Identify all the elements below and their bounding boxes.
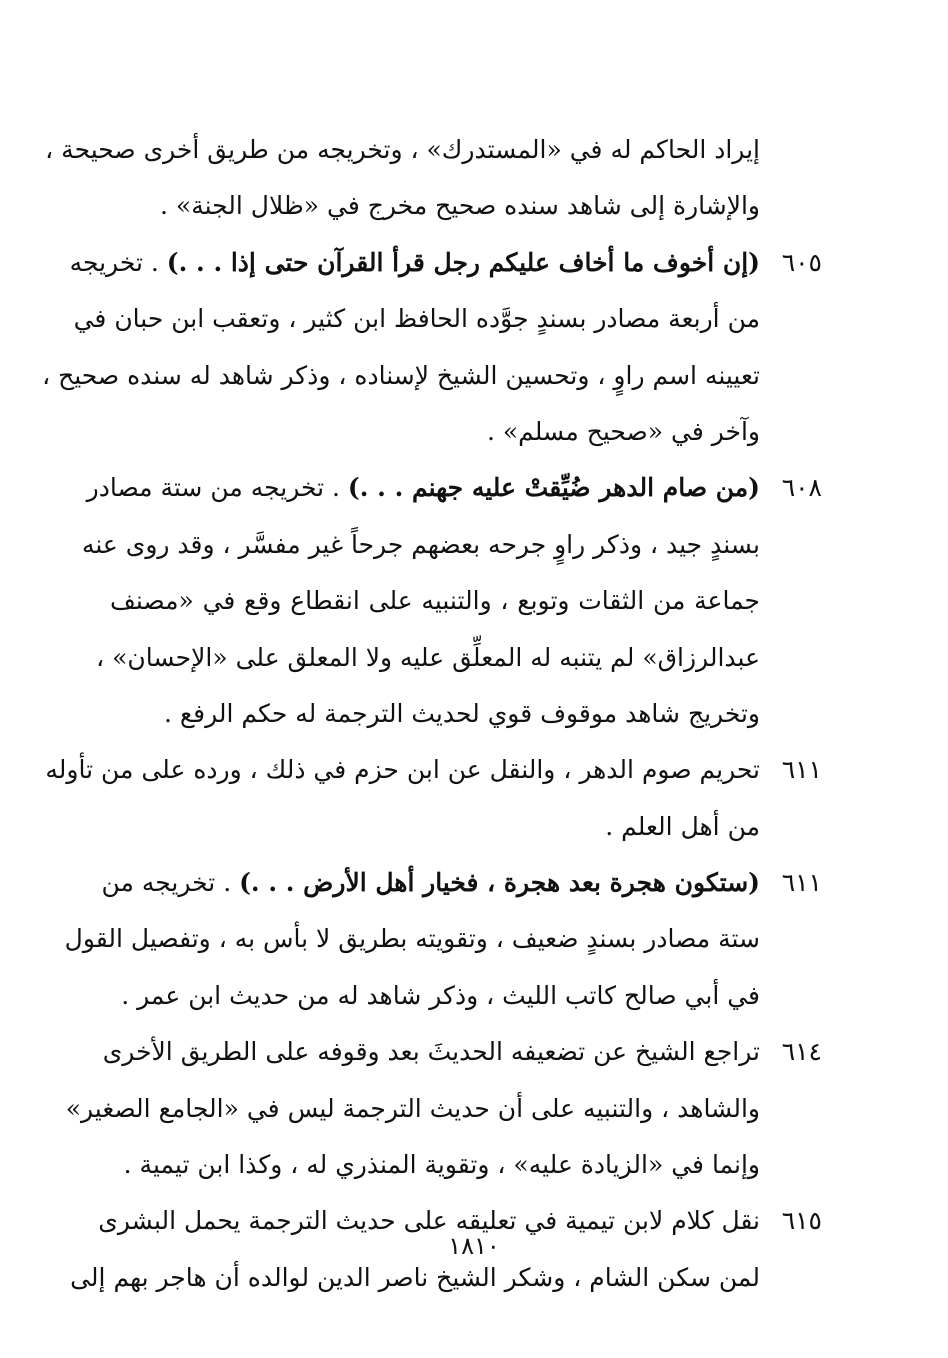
entry-number: ٦١١ xyxy=(781,868,822,898)
entry-number: ٦١٥ xyxy=(781,1206,822,1236)
entry-number: ٦٠٨ xyxy=(781,473,822,503)
text-line xyxy=(101,855,760,911)
text-line: في أبي صالح كاتب الليث ، وذكر شاهد له من حديث ابن عمر . xyxy=(121,980,760,1010)
text-line: نقل كلام لابن تيمية في تعليقه على حديث الترجمة يحمل البشرى xyxy=(98,1206,760,1236)
index-entry xyxy=(45,742,822,855)
hadith-title: (من صام الدهر ضُيِّقتْ عليه جهنم . . .) xyxy=(347,473,760,503)
intro-paragraph xyxy=(45,122,822,235)
text-line xyxy=(69,235,760,291)
page-number: ١٨١٠ xyxy=(448,1232,500,1260)
entry-body xyxy=(42,235,760,461)
text-run: . تخريجه من xyxy=(101,868,240,898)
index-entry xyxy=(81,460,822,742)
text-line xyxy=(86,460,760,516)
entry-body xyxy=(45,742,760,855)
index-entry xyxy=(42,235,822,461)
text-line: بسندٍ جيد ، وذكر راوٍ جرحه بعضهم جرحاً غير مفسَّر ، وقد روى عنه xyxy=(81,529,760,559)
text-line: جماعة من الثقات وتوبع ، والتنبيه على انقطاع وقع في «مصنف xyxy=(110,586,760,616)
text-line: تراجع الشيخ عن تضعيفه الحديثَ بعد وقوفه على الطريق الأخرى xyxy=(102,1037,760,1067)
text-line: تحريم صوم الدهر ، والنقل عن ابن حزم في ذلك ، ورده على من تأوله xyxy=(45,755,760,785)
text-line: والإشارة إلى شاهد سنده صحيح مخرج في «ظلال الجنة» . xyxy=(160,191,760,221)
page-text xyxy=(42,122,822,1306)
hadith-title: (إن أخوف ما أخاف عليكم رجل قرأ القرآن حتى إذا . . .) xyxy=(166,247,760,277)
text-run: . تخريجه xyxy=(69,247,167,277)
text-line: لمن سكن الشام ، وشكر الشيخ ناصر الدين لوالده أن هاجر بهم إلى xyxy=(70,1262,760,1292)
text-line: ستة مصادر بسندٍ ضعيف ، وتقويته بطريق لا بأس به ، وتفصيل القول xyxy=(64,924,760,954)
hadith-title: (ستكون هجرة بعد هجرة ، فخيار أهل الأرض . . .) xyxy=(239,868,760,898)
text-line: من أهل العلم . xyxy=(605,811,760,841)
entry-body xyxy=(64,855,760,1024)
intro-body xyxy=(45,122,760,235)
entry-number: ٦١١ xyxy=(781,755,822,785)
text-line: وتخريج شاهد موقوف قوي لحديث الترجمة له حكم الرفع . xyxy=(163,698,760,728)
text-line: والشاهد ، والتنبيه على أن حديث الترجمة ليس في «الجامع الصغير» xyxy=(65,1093,760,1123)
entry-body xyxy=(65,1024,760,1193)
entry-body xyxy=(81,460,760,742)
text-run: . تخريجه من ستة مصادر xyxy=(86,473,348,503)
index-entry xyxy=(65,1024,822,1193)
text-line: وإنما في «الزيادة عليه» ، وتقوية المنذري له ، وكذا ابن تيمية . xyxy=(123,1150,760,1180)
text-line: إيراد الحاكم له في «المستدرك» ، وتخريجه من طريق أخرى صحيحة ، xyxy=(45,135,760,164)
index-entry xyxy=(64,855,822,1024)
text-line: وآخر في «صحيح مسلم» . xyxy=(486,416,760,446)
entry-number: ٦٠٥ xyxy=(781,247,822,277)
text-line: عبدالرزاق» لم يتنبه له المعلِّق عليه ولا المعلق على «الإحسان» ، xyxy=(96,642,760,672)
text-line: من أربعة مصادر بسندٍ جوَّده الحافظ ابن كثير ، وتعقب ابن حبان في xyxy=(73,304,760,334)
text-line: تعيينه اسم راوٍ ، وتحسين الشيخ لإسناده ، وذكر شاهد له سنده صحيح ، xyxy=(42,360,760,390)
entry-number: ٦١٤ xyxy=(781,1037,822,1067)
